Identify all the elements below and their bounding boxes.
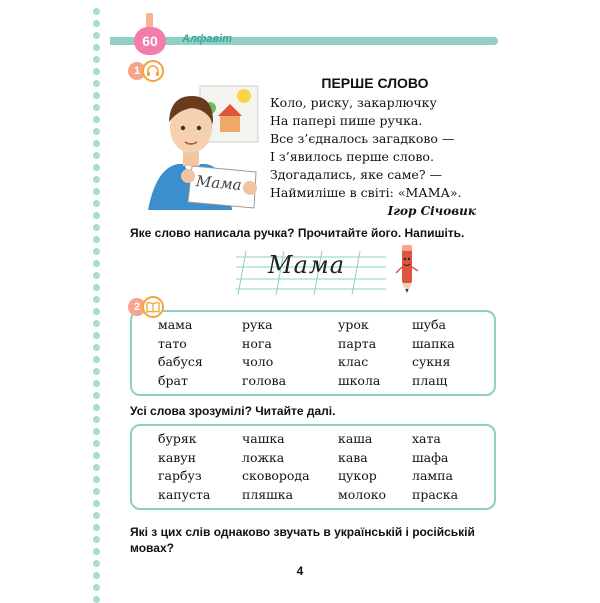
written-word: Мама — [268, 251, 346, 279]
poem-author: Ігор Січовик — [387, 204, 476, 218]
page-badge-wrap — [134, 27, 166, 55]
spiral-ring — [93, 224, 100, 231]
word-cell: кавун — [158, 449, 196, 465]
spiral-ring — [93, 476, 100, 483]
spiral-ring — [93, 380, 100, 387]
book-icon — [142, 296, 164, 318]
poem-line: І з’явилось перше слово. — [270, 149, 434, 164]
word-cell: мама — [158, 317, 193, 332]
spiral-ring — [93, 20, 100, 27]
word-cell: голова — [242, 372, 287, 388]
spiral-ring — [93, 272, 100, 279]
spiral-ring — [93, 452, 100, 459]
spiral-ring — [93, 200, 100, 207]
task-2-question: Які з цих слів однаково звучать в українській і російській мовах? — [130, 525, 475, 555]
section-title: Алфавіт — [182, 33, 232, 45]
word-cell: цукор — [338, 468, 377, 483]
word-cell: лампа — [412, 468, 453, 483]
word-cell: праска — [412, 486, 459, 502]
spiral-ring — [93, 440, 100, 447]
spiral-binding — [86, 0, 108, 600]
word-grid-1 — [158, 316, 484, 390]
spiral-ring — [93, 584, 100, 591]
spiral-ring — [93, 44, 100, 51]
poem-line: Здогадались, яке саме? — — [270, 167, 443, 182]
word-cell: гарбуз — [158, 468, 202, 483]
spiral-ring — [93, 488, 100, 495]
word-cell: клас — [338, 354, 369, 369]
headphones-icon — [142, 60, 164, 82]
spiral-ring — [93, 140, 100, 147]
spiral-ring — [93, 56, 100, 63]
spiral-ring — [93, 368, 100, 375]
word-cell: шуба — [412, 317, 446, 332]
word-cell: шапка — [412, 335, 455, 351]
spiral-ring — [93, 188, 100, 195]
spiral-ring — [93, 524, 100, 531]
spiral-ring — [93, 392, 100, 399]
word-cell: буряк — [158, 431, 197, 446]
spiral-ring — [93, 68, 100, 75]
word-cell: капуста — [158, 486, 211, 502]
poem-line: На папері пише ручка. — [270, 113, 423, 128]
poem-line: Все з’єдналось загадково — — [270, 131, 455, 146]
task-1-marker — [128, 60, 164, 82]
spiral-ring — [93, 464, 100, 471]
spiral-ring — [93, 536, 100, 543]
word-cell: сукня — [412, 354, 451, 369]
spiral-ring — [93, 128, 100, 135]
word-cell: школа — [338, 372, 381, 388]
word-cell: бабуся — [158, 354, 203, 369]
spiral-ring — [93, 164, 100, 171]
pencil-icon — [395, 243, 419, 295]
page-number: 4 — [296, 564, 304, 578]
poem-line: Наймиліше в світі: «МАМА». — [270, 185, 462, 200]
word-box-2 — [130, 424, 496, 510]
word-box-1 — [130, 310, 496, 396]
spiral-ring — [93, 260, 100, 267]
spiral-ring — [93, 152, 100, 159]
word-cell: ложка — [242, 449, 285, 465]
word-cell: брат — [158, 372, 188, 388]
spiral-ring — [93, 332, 100, 339]
poem — [270, 74, 480, 220]
spiral-ring — [93, 8, 100, 15]
header-bar — [110, 37, 498, 45]
spiral-ring — [93, 284, 100, 291]
spiral-ring — [93, 344, 100, 351]
word-grid-2 — [158, 430, 484, 504]
word-cell: чашка — [242, 431, 285, 446]
spiral-ring — [93, 548, 100, 555]
spiral-ring — [93, 248, 100, 255]
task-number: 2 — [128, 298, 146, 316]
poem-line: Коло, риску, закарлючку — [270, 95, 437, 110]
spiral-ring — [93, 32, 100, 39]
word-cell: шафа — [412, 449, 449, 465]
word-cell: плащ — [412, 372, 448, 388]
word-cell: сковорода — [242, 468, 310, 483]
sign-word: Мама — [195, 172, 243, 194]
spiral-ring — [93, 92, 100, 99]
word-cell: пляшка — [242, 486, 294, 502]
task-2-marker — [128, 296, 164, 318]
spiral-ring — [93, 356, 100, 363]
word-cell: парта — [338, 335, 377, 351]
spiral-ring — [93, 428, 100, 435]
spiral-ring — [93, 512, 100, 519]
word-cell: каша — [338, 431, 373, 446]
spiral-ring — [93, 116, 100, 123]
spiral-ring — [93, 500, 100, 507]
word-cell: чоло — [242, 354, 274, 369]
poem-title: ПЕРШЕ СЛОВО — [321, 75, 429, 91]
task-2-instruction: Усі слова зрозумілі? Читайте далі. — [130, 404, 336, 418]
word-cell: молоко — [338, 486, 387, 502]
page-badge: 60 — [134, 27, 166, 55]
spiral-ring — [93, 308, 100, 315]
task-1-instruction: Яке слово написала ручка? Прочитайте його. Напишіть. — [130, 226, 465, 240]
word-cell: хата — [412, 431, 441, 446]
spiral-ring — [93, 416, 100, 423]
spiral-ring — [93, 320, 100, 327]
word-cell: тато — [158, 335, 187, 351]
word-cell: кава — [338, 449, 368, 465]
spiral-ring — [93, 80, 100, 87]
task-number: 1 — [128, 62, 146, 80]
spiral-ring — [93, 212, 100, 219]
spiral-ring — [93, 236, 100, 243]
spiral-ring — [93, 104, 100, 111]
word-cell: нога — [242, 335, 272, 351]
spiral-ring — [93, 296, 100, 303]
word-cell: рука — [242, 317, 273, 332]
word-cell: урок — [338, 317, 369, 332]
spiral-ring — [93, 176, 100, 183]
spiral-ring — [93, 404, 100, 411]
